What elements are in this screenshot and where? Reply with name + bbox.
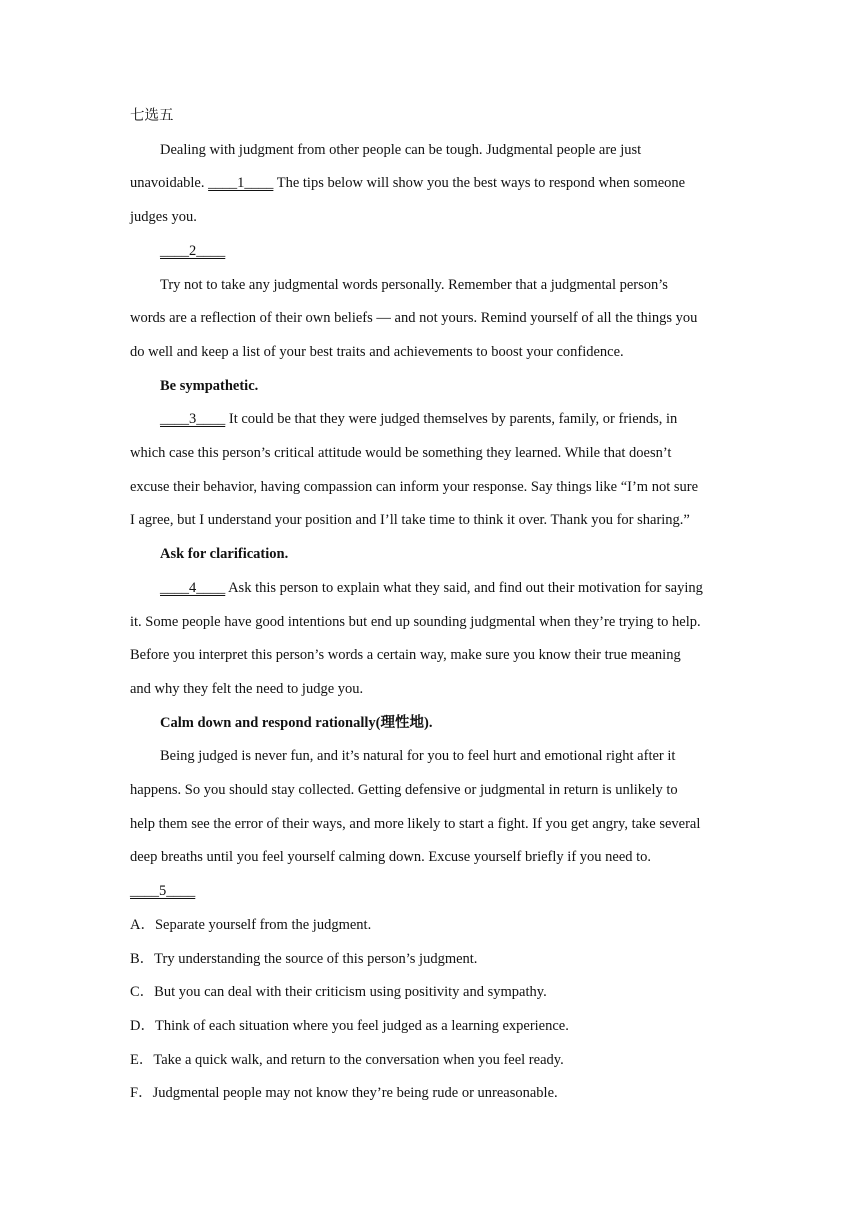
paragraph-line: Before you interpret this person’s words a certain way, make sure you know their true meaning [130,647,681,664]
text-segment: unavoidable. [130,175,205,192]
paragraph-line: judges you. [130,209,197,226]
section-heading: Be sympathetic. [160,377,259,394]
paragraph-line: which case this person’s critical attitude would be something they learned. While that doesn’t [130,445,672,462]
paragraph-line: happens. So you should stay collected. Getting defensive or judgmental in return is unlikely to [130,782,678,799]
option-e: E．Take a quick walk, and return to the conversation when you feel ready. [130,1051,564,1068]
paragraph-line [130,403,730,437]
blank-1: ____1____ [208,175,274,192]
heading-blank-5 [130,875,730,909]
paragraph-line: excuse their behavior, having compassion can inform your response. Say things like “I’m not sure [130,478,698,495]
blank-2: ____2____ [160,242,226,259]
paragraph-line: Dealing with judgment from other people can be tough. Judgmental people are just [160,141,642,158]
paragraph-line: I agree, but I understand your position and I’ll take time to think it over. Thank you for sharing.” [130,512,690,529]
text-segment: The tips below will show you the best ways to respond when someone [273,175,686,192]
blank-4: ____4____ [160,579,226,596]
paragraph-line: words are a reflection of their own beliefs — and not yours. Remind yourself of all the things you [130,310,698,327]
paragraph-line: deep breaths until you feel yourself calming down. Excuse yourself briefly if you need to. [130,849,652,866]
blank-3: ____3____ [160,411,226,428]
text-segment: Ask this person to explain what they said, and find out their motivation for saying [225,579,703,596]
paragraph-line: Being judged is never fun, and it’s natural for you to feel hurt and emotional right after it [160,748,676,765]
document-page [130,100,730,1111]
paragraph-line: do well and keep a list of your best traits and achievements to boost your confidence. [130,343,624,360]
section-heading: Ask for clarification. [160,546,289,563]
heading-blank-2 [130,235,730,269]
option-a: A．Separate yourself from the judgment. [130,916,372,933]
paragraph-line: Try not to take any judgmental words personally. Remember that a judgmental person’s [160,276,668,293]
option-b: B．Try understanding the source of this person’s judgment. [130,950,478,967]
paragraph-line: and why they felt the need to judge you. [130,680,364,697]
paragraph-line [130,167,730,201]
option-d: D．Think of each situation where you feel judged as a learning experience. [130,1017,569,1034]
option-c: C．But you can deal with their criticism using positivity and sympathy. [130,984,547,1001]
paragraph-line [130,572,730,606]
paragraph-line: it. Some people have good intentions but end up sounding judgmental when they’re trying to help. [130,613,701,630]
text-segment: It could be that they were judged themselves by parents, family, or friends, in [225,411,678,428]
section-heading: Calm down and respond rationally(理性地). [160,714,433,731]
option-f: F．Judgmental people may not know they’re being rude or unreasonable. [130,1085,558,1102]
blank-5: ____5____ [130,883,196,900]
section-title: 七选五 [130,108,174,124]
paragraph-line: help them see the error of their ways, and more likely to start a fight. If you get angry, take several [130,815,701,832]
